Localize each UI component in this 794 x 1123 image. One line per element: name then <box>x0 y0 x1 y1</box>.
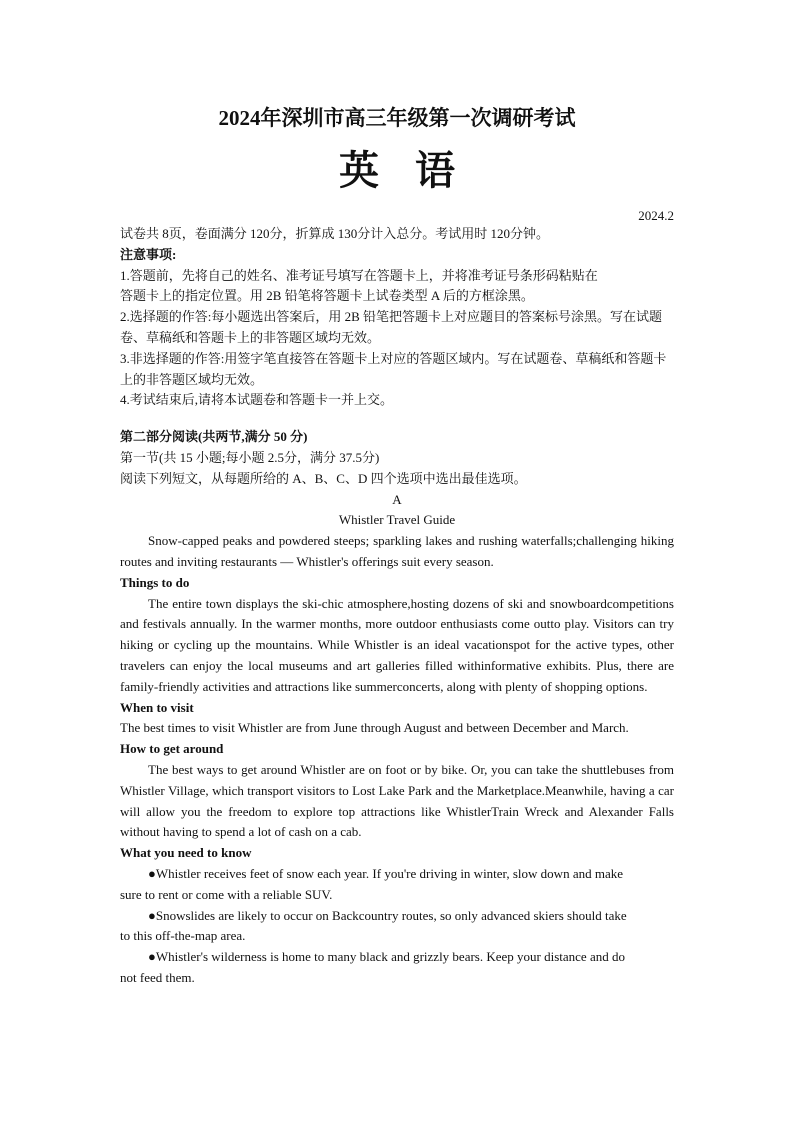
tip-bullet: ●Whistler receives feet of snow each year. If you're driving in winter, slow down and make sure to rent or come with a reliable SUV. <box>120 865 623 902</box>
part2-header <box>120 427 674 489</box>
instructions <box>120 224 674 411</box>
how-heading: How to get around <box>120 741 224 757</box>
things-text: The entire town displays the ski-chic atmosphere,hosting dozens of ski and snowboardcompetitions and festivals annually. In the warmer months, more outdoor enthusiasts come outto play. Visitors can try hiking or cycling up the mountains. While Whistler is an ideal vacationspot for the active types, other travelers can enjoy the local museums and art galleries filled withinformative exhibits. Plus, there are family-friendly activities and attractions like summerconcerts, along with plenty of shopping options. <box>120 595 674 694</box>
passage-label: A <box>392 491 402 507</box>
note-item: 答题卡上的指定位置。用 2B 铅笔将答题卡上试卷类型 A 后的方框涂黑。 <box>120 288 534 304</box>
exam-date: 2024.2 <box>638 208 674 223</box>
passage-a <box>120 490 674 989</box>
know-heading: What you need to know <box>120 845 252 861</box>
note-item: 4.考试结束后,请将本试题卷和答题卡一并上交。 <box>120 392 394 408</box>
notes-title: 注意事项: <box>120 246 177 262</box>
section1-direction: 阅读下列短文，从每题所给的 A、B、C、D 四个选项中选出最佳选项。 <box>120 470 527 486</box>
subject-title: 英语 <box>339 148 491 193</box>
things-heading: Things to do <box>120 574 190 590</box>
when-heading: When to visit <box>120 699 194 715</box>
note-item: 1.答题前，先将自己的姓名、准考证号填写在答题卡上，并将准考证号条形码粘贴在 <box>120 267 598 283</box>
tip-bullet: ●Whistler's wilderness is home to many black and grizzly bears. Keep your distance and do not feed them. <box>120 949 625 985</box>
passage-intro: Snow-capped peaks and powdered steeps; sparkling lakes and rushing waterfalls;challenging hiking routes and inviting restaurants — Whistler's offerings suit every season. <box>120 533 674 569</box>
section1-title: 第一节(共 15 小题;每小题 2.5分，满分 37.5分) <box>120 449 380 465</box>
exam-page <box>120 104 674 989</box>
part2-title: 第二部分阅读(共两节,满分 50 分) <box>120 429 308 445</box>
note-item: 3.非选择题的作答:用签字笔直接答在答题卡上对应的答题区域内。写在试题卷、草稿纸和答题卡上的非答题区域均无效。 <box>120 350 667 387</box>
how-text: The best ways to get around Whistler are on foot or by bike. Or, you can take the shuttlebuses from Whistler Village, which transport visitors to Lost Lake Park and the Marketplace.Meanwhile, having a car will allow you the freedom to explore top attractions like WhistlerTrain Wreck and Alexander Falls without having to spend a lot of cash on a cab. <box>120 761 674 840</box>
exam-title: 2024年深圳市高三年级第一次调研考试 <box>218 106 576 130</box>
when-text: The best times to visit Whistler are from June through August and between December and March. <box>120 720 629 736</box>
exam-intro: 试卷共 8页，卷面满分 120分，折算成 130分计入总分。考试用时 120分钟。 <box>120 226 550 241</box>
tip-bullet: ●Snowslides are likely to occur on Backcountry routes, so only advanced skiers should take to this off-the-map area. <box>120 907 627 944</box>
passage-title: Whistler Travel Guide <box>338 512 456 528</box>
note-item: 2.选择题的作答:每小题选出答案后，用 2B 铅笔把答题卡上对应题目的答案标号涂黑。写在试题卷、草稿纸和答题卡上的非答题区域均无效。 <box>120 309 663 345</box>
